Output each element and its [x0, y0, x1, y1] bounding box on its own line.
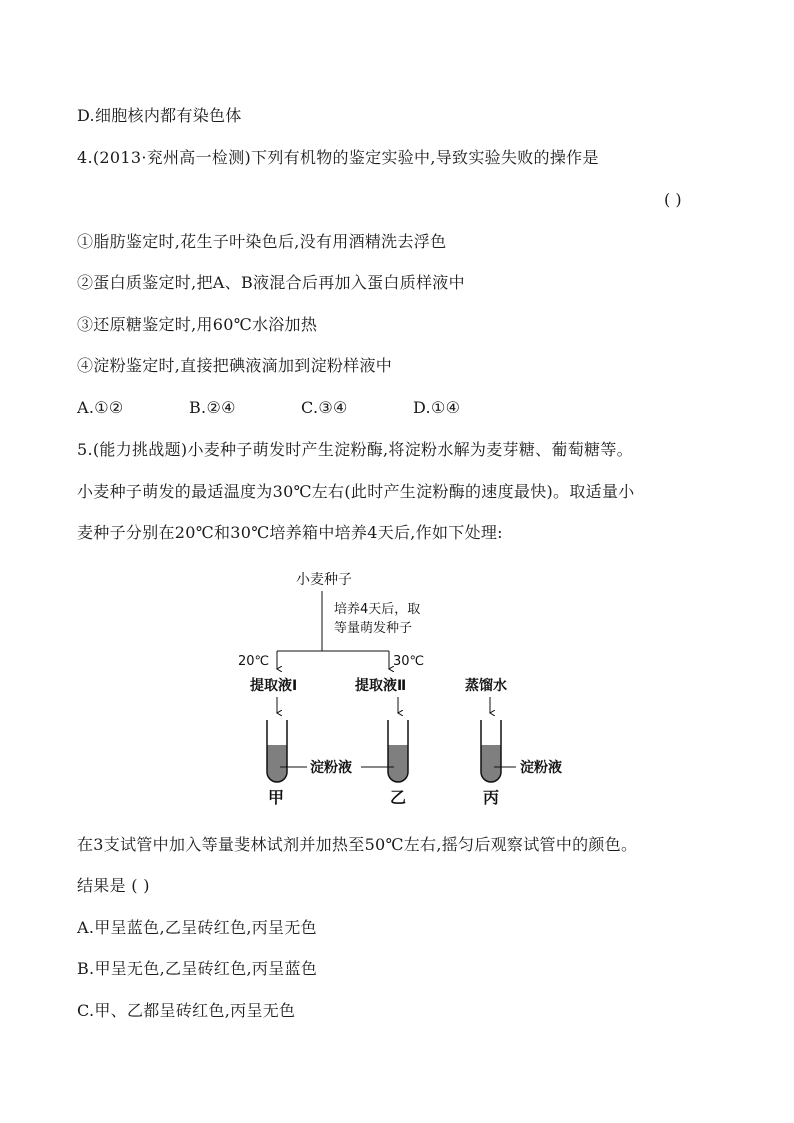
- question-4-item-3: ③还原糖鉴定时,用60℃水浴加热: [77, 315, 318, 334]
- step-label-line-2: 等量萌发种子: [334, 621, 413, 636]
- test-tube-a: [267, 720, 287, 782]
- temp-30-label: 30℃: [393, 654, 425, 669]
- question-4-item-2: ②蛋白质鉴定时,把A、B液混合后再加入蛋白质样液中: [77, 273, 465, 292]
- extract-2-label: 提取液Ⅱ: [355, 678, 407, 694]
- tube-c-label: 丙: [483, 788, 500, 807]
- question-5-prompt-line-2: 结果是 ( ): [77, 876, 150, 895]
- question-4-option-d: D.①④: [413, 398, 461, 417]
- question-5-option-a: A.甲呈蓝色,乙呈砖红色,丙呈无色: [77, 918, 317, 937]
- question-5-stem-line-1: 5.(能力挑战题)小麦种子萌发时产生淀粉酶,将淀粉水解为麦芽糖、葡萄糖等。: [77, 440, 633, 459]
- water-label: 蒸馏水: [465, 678, 507, 694]
- tube-a-label: 甲: [268, 788, 285, 807]
- experiment-flow-diagram: [230, 565, 590, 810]
- prev-option-d: D.细胞核内都有染色体: [77, 106, 242, 125]
- tube-b-label: 乙: [390, 788, 407, 807]
- tube-c-liquid: [481, 745, 501, 782]
- test-tube-c: [481, 720, 501, 782]
- question-4-stem: 4.(2013·兖州高一检测)下列有机物的鉴定实验中,导致实验失败的操作是: [77, 148, 599, 167]
- question-5-stem-line-3: 麦种子分别在20℃和30℃培养箱中培养4天后,作如下处理:: [77, 523, 503, 542]
- question-4-option-b: B.②④: [189, 398, 236, 417]
- question-4-option-c: C.③④: [301, 398, 348, 417]
- temp-20-label: 20℃: [238, 654, 270, 669]
- question-4-options: [77, 398, 734, 418]
- step-label-line-1: 培养4天后，取: [334, 602, 421, 617]
- question-4-option-a: A.①②: [77, 398, 124, 417]
- question-4-item-1: ①脂肪鉴定时,花生子叶染色后,没有用酒精洗去浮色: [77, 232, 447, 251]
- extract-1-label: 提取液Ⅰ: [250, 678, 298, 694]
- question-5-prompt-line-1: 在3支试管中加入等量斐林试剂并加热至50℃左右,摇匀后观察试管中的颜色。: [77, 835, 638, 854]
- question-5-option-b: B.甲呈无色,乙呈砖红色,丙呈蓝色: [77, 959, 318, 978]
- starch-label-right: 淀粉液: [520, 760, 562, 776]
- question-5-option-c: C.甲、乙都呈砖红色,丙呈无色: [77, 1001, 296, 1020]
- tube-a-liquid: [267, 745, 287, 782]
- tube-b-liquid: [388, 745, 408, 782]
- question-4-answer-bracket: ( ): [664, 190, 682, 209]
- question-5-stem-line-2: 小麦种子萌发的最适温度为30℃左右(此时产生淀粉酶的速度最快)。取适量小: [77, 482, 635, 501]
- starch-label-middle: 淀粉液: [310, 760, 352, 776]
- question-4-item-4: ④淀粉鉴定时,直接把碘液滴加到淀粉样液中: [77, 356, 393, 375]
- test-tube-b: [388, 720, 408, 782]
- seeds-label: 小麦种子: [296, 572, 352, 588]
